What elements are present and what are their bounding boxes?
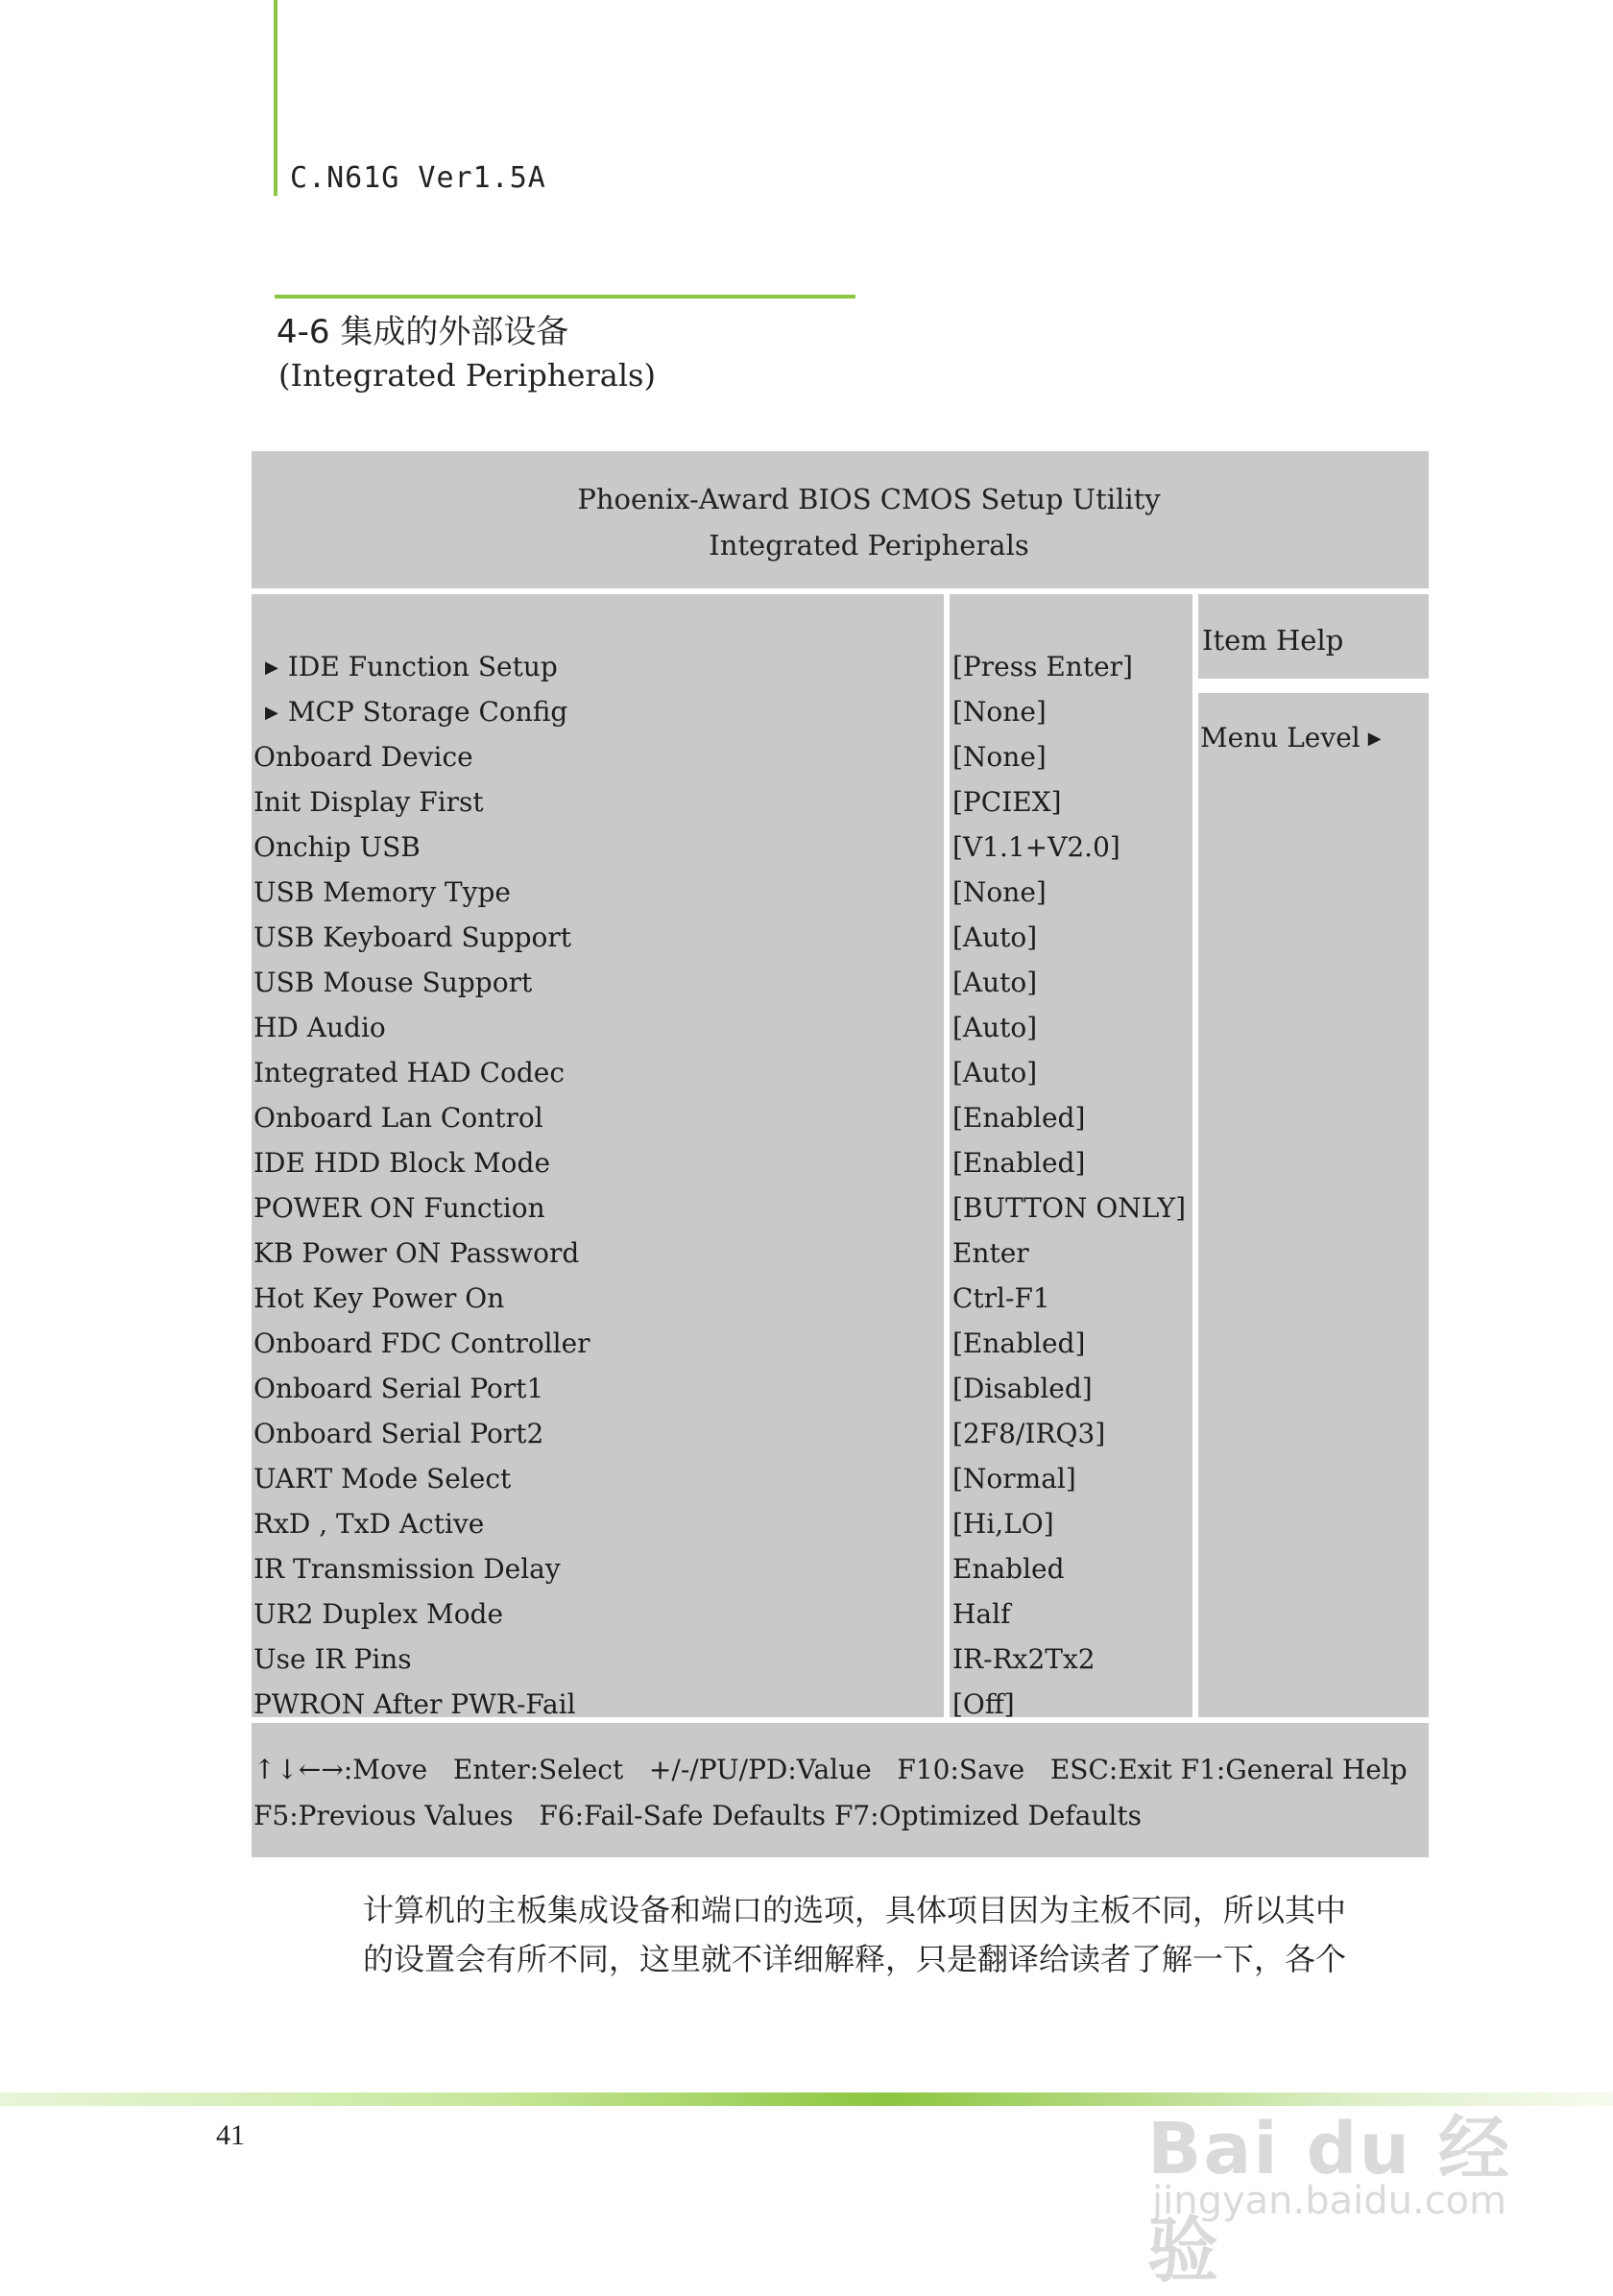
setting-label: HD Audio (253, 1012, 386, 1043)
setting-value[interactable]: [Auto] (952, 967, 1038, 998)
setting-label: RxD , TxD Active (253, 1508, 485, 1540)
menu-level-arrow-icon: ▶ (1367, 729, 1382, 749)
body-text-line-1: 计算机的主板集成设备和端口的选项，具体项目因为主板不同，所以其中 (363, 1892, 1347, 1928)
setting-item[interactable] (253, 1553, 561, 1598)
setting-item[interactable] (253, 1012, 386, 1057)
item-help-title: Item Help (1202, 624, 1344, 657)
menu-level-label: Menu Level (1200, 722, 1360, 753)
setting-value[interactable]: [2F8/IRQ3] (952, 1418, 1106, 1449)
setting-label: Onboard Lan Control (253, 1102, 543, 1134)
page-number: 41 (216, 2119, 245, 2151)
setting-label: UART Mode Select (253, 1463, 512, 1495)
setting-label: Hot Key Power On (253, 1282, 505, 1314)
bios-header (252, 451, 1429, 588)
setting-value[interactable]: [PCIEX] (952, 786, 1062, 818)
setting-value[interactable]: Enter (952, 1237, 1029, 1269)
submenu-item[interactable] (265, 696, 567, 741)
setting-value[interactable]: [V1.1+V2.0] (952, 831, 1120, 863)
section-rule (275, 295, 855, 299)
setting-item[interactable] (253, 1282, 504, 1327)
setting-label: Onchip USB (253, 831, 421, 863)
bios-screenshot (252, 451, 1429, 1857)
watermark (1143, 2035, 1527, 2292)
setting-item[interactable] (253, 1057, 565, 1102)
setting-item[interactable] (253, 1237, 579, 1282)
setting-item[interactable] (253, 741, 473, 786)
submenu-arrow-icon: ▶ (265, 703, 278, 723)
setting-item[interactable] (253, 1192, 545, 1237)
doc-id: C.N61G Ver1.5A (290, 161, 546, 195)
bios-page-title: Integrated Peripherals (709, 529, 1029, 562)
setting-label: KB Power ON Password (253, 1237, 580, 1269)
setting-item[interactable] (253, 1327, 590, 1373)
setting-value[interactable]: [Normal] (952, 1463, 1076, 1495)
watermark-brand: Bai du 经验 (1147, 2108, 1511, 2292)
section-subtitle: (Integrated Peripherals) (278, 357, 656, 394)
setting-item[interactable] (253, 1688, 576, 1734)
margin-rule (274, 0, 277, 196)
setting-item[interactable] (253, 1643, 412, 1688)
setting-item[interactable] (253, 876, 511, 921)
setting-item[interactable] (253, 1598, 503, 1643)
bios-key-legend (252, 1723, 1429, 1857)
setting-label: Onboard Serial Port1 (253, 1373, 544, 1404)
setting-value[interactable]: Ctrl-F1 (952, 1282, 1050, 1314)
item-help-panel (1198, 693, 1429, 1717)
setting-item[interactable] (253, 967, 532, 1012)
setting-value[interactable]: [None] (952, 741, 1047, 773)
setting-value[interactable]: [Off] (952, 1688, 1015, 1720)
setting-value[interactable]: [Enabled] (952, 1147, 1086, 1179)
setting-label: IDE Function Setup (287, 651, 558, 682)
setting-label: Integrated HAD Codec (253, 1057, 566, 1088)
setting-label: Onboard Device (253, 741, 473, 773)
setting-label: IR Transmission Delay (253, 1553, 561, 1585)
setting-item[interactable] (253, 921, 571, 967)
setting-label: PWRON After PWR-Fail (253, 1688, 576, 1720)
setting-label: Use IR Pins (253, 1643, 412, 1675)
setting-value[interactable]: [Hi,LO] (952, 1508, 1054, 1540)
setting-label: POWER ON Function (253, 1192, 545, 1224)
key-legend-line-1: ↑↓←→:Move Enter:Select +/-/PU/PD:Value F10:Save ESC:Exit F1:General Help (253, 1754, 1408, 1785)
setting-item[interactable] (253, 786, 484, 831)
setting-label: USB Mouse Support (253, 967, 533, 998)
setting-value[interactable]: [BUTTON ONLY] (952, 1192, 1186, 1224)
setting-item[interactable] (253, 1508, 484, 1553)
setting-value[interactable]: Half (952, 1598, 1011, 1630)
setting-value[interactable]: [None] (952, 876, 1047, 908)
setting-value[interactable]: [Auto] (952, 1012, 1038, 1043)
menu-level-text (1200, 722, 1382, 753)
setting-item[interactable] (253, 1102, 543, 1147)
setting-label: USB Memory Type (253, 876, 511, 908)
setting-label: IDE HDD Block Mode (253, 1147, 551, 1179)
watermark-domain: jingyan.baidu.com (1152, 2179, 1507, 2223)
submenu-item[interactable] (265, 651, 558, 696)
setting-item[interactable] (253, 831, 421, 876)
setting-value[interactable]: [Enabled] (952, 1327, 1086, 1359)
setting-value[interactable]: [None] (952, 696, 1047, 728)
key-legend-line-2: F5:Previous Values F6:Fail-Safe Defaults F7:Optimized Defaults (253, 1800, 1143, 1831)
setting-value[interactable]: IR-Rx2Tx2 (952, 1643, 1095, 1675)
body-text-line-2: 的设置会有所不同，这里就不详细解释，只是翻译给读者了解一下，各个 (363, 1941, 1347, 1977)
setting-value[interactable]: [Disabled] (952, 1373, 1093, 1404)
setting-label: UR2 Duplex Mode (253, 1598, 504, 1630)
setting-item[interactable] (253, 1463, 511, 1508)
setting-label: Onboard FDC Controller (253, 1327, 590, 1359)
setting-value[interactable]: [Enabled] (952, 1102, 1086, 1134)
setting-item[interactable] (253, 1418, 543, 1463)
submenu-arrow-icon: ▶ (265, 658, 278, 678)
setting-value[interactable]: Enabled (952, 1553, 1065, 1585)
setting-value[interactable]: [Press Enter] (952, 651, 1133, 682)
setting-label: USB Keyboard Support (253, 921, 572, 953)
setting-label: MCP Storage Config (287, 696, 568, 728)
setting-value[interactable]: [Auto] (952, 921, 1038, 953)
setting-label: Onboard Serial Port2 (253, 1418, 544, 1449)
setting-item[interactable] (253, 1373, 543, 1418)
setting-value[interactable]: [Auto] (952, 1057, 1038, 1088)
bios-title: Phoenix-Award BIOS CMOS Setup Utility (577, 483, 1161, 515)
section-title: 4-6 集成的外部设备 (277, 313, 569, 351)
setting-item[interactable] (253, 1147, 550, 1192)
setting-label: Init Display First (253, 786, 484, 818)
